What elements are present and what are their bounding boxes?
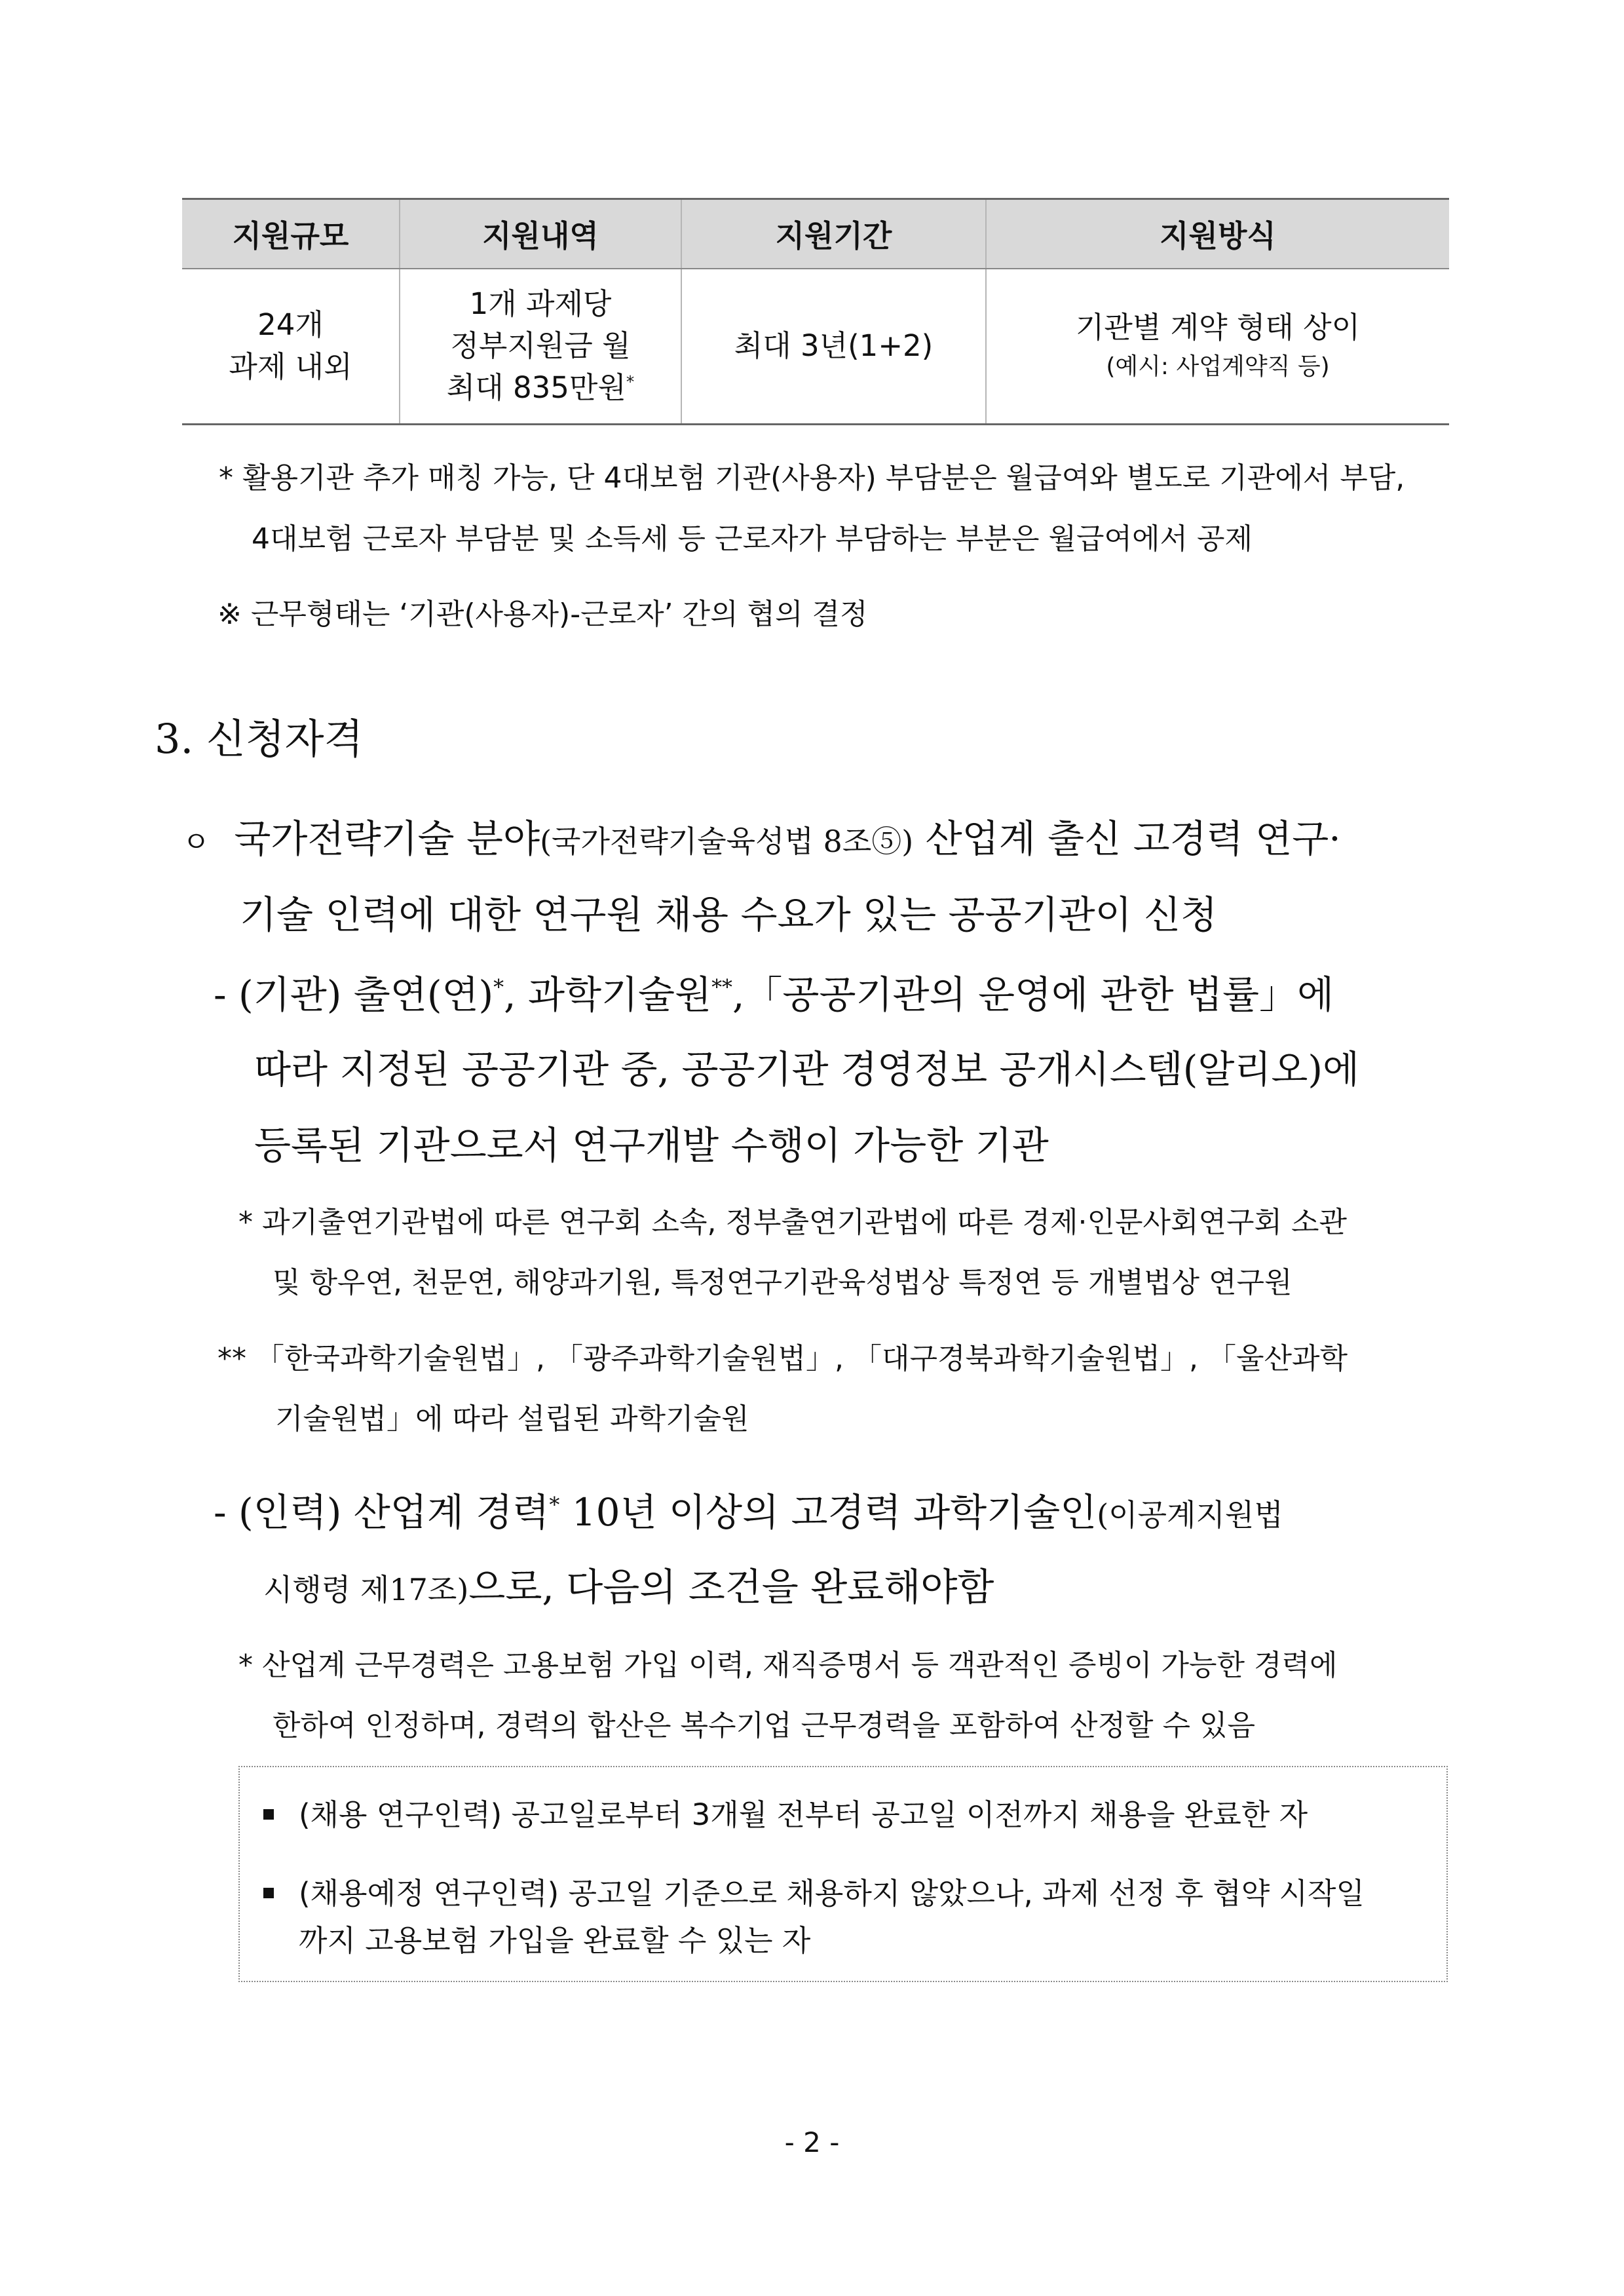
p1-text-b: 산업계 출신 고경력 연구· (913, 816, 1341, 861)
institution-line2: 따라 지정된 공공기관 중, 공공기관 경영정보 공개시스템(알리오)에 (254, 1047, 1360, 1092)
condition-item-2-line1: (채용예정 연구인력) 공고일 기준으로 채용하지 않았으나, 과제 선정 후 협약 시작일 (299, 1876, 1365, 1911)
paragraph-1-line2: 기술 인력에 대한 연구원 채용 수요가 있는 공공기관이 신청 (240, 892, 1218, 937)
hr-mark: * (549, 1492, 560, 1518)
table-header-row (182, 199, 1449, 269)
hr-text-a: - (인력) 산업계 경력 (214, 1490, 550, 1535)
header-period: 지원기간 (681, 199, 986, 269)
inst-note-1-line1: * 과기출연기관법에 따른 연구회 소속, 정부출연기관법에 따른 경제·인문사회연구회 소관 (238, 1206, 1348, 1239)
inst-mark-2: ** (711, 974, 732, 1000)
method-line2: (예시: 사업계약직 등) (1106, 353, 1330, 381)
p1-text-a: 국가전략기술 분야 (234, 816, 540, 861)
detail-line2: 정부지원금 월 (450, 328, 631, 364)
inst-text-a: - (기관) 출연(연) (214, 972, 494, 1017)
section-title: 3. 신청자격 (155, 715, 364, 763)
header-scale: 지원규모 (182, 199, 400, 269)
institution-line1 (214, 957, 1334, 1033)
hr-text-c: 으로, 다음의 조건을 완료해야함 (468, 1565, 994, 1609)
cell-scale (182, 269, 400, 425)
header-method: 지원방식 (986, 199, 1449, 269)
hr-line1 (214, 1474, 1283, 1553)
support-table (182, 198, 1449, 425)
hr-line2 (263, 1549, 994, 1628)
hr-law-ref-1: (이공계지원법 (1097, 1497, 1283, 1533)
inst-note-1-line2: 및 항우연, 천문연, 해양과기원, 특정연구기관육성법상 특정연 등 개별법상 연구원 (273, 1266, 1293, 1299)
method-line1: 기관별 계약 형태 상이 (1075, 310, 1361, 345)
table-row (182, 269, 1449, 425)
scale-line2: 과제 내외 (229, 349, 352, 385)
footnote-mark: * (626, 372, 635, 392)
hr-note-line1: * 산업계 근무경력은 고용보험 가입 이력, 재직증명서 등 객관적인 증빙이 가능한 경력에 (238, 1649, 1338, 1682)
hr-law-ref-2: 시행령 제17조) (263, 1572, 469, 1607)
hr-note-line2: 한하여 인정하며, 경력의 합산은 복수기업 근무경력을 포함하여 산정할 수 있음 (273, 1709, 1255, 1742)
condition-item-1: (채용 연구인력) 공고일로부터 3개월 전부터 공고일 이전까지 채용을 완료한 자 (299, 1797, 1308, 1832)
table-note-1-line2: 4대보험 근로자 부담분 및 소득세 등 근로자가 부담하는 부분은 월급여에서 공제 (252, 522, 1253, 556)
inst-text-c: ,「공공기관의 운영에 관한 법률」에 (732, 972, 1334, 1017)
institution-line3: 등록된 기관으로서 연구개발 수행이 가능한 기관 (254, 1123, 1049, 1168)
page-number: - 2 - (784, 2126, 840, 2158)
paragraph-1-line1 (182, 801, 1341, 881)
table-note-1-line1: * 활용기관 추가 매칭 가능, 단 4대보험 기관(사용자) 부담분은 월급여와 별도로 기관에서 부담, (219, 461, 1405, 495)
cell-period (681, 269, 986, 425)
condition-item-2-line2: 까지 고용보험 가입을 완료할 수 있는 자 (299, 1923, 811, 1958)
scale-line1: 24개 (257, 307, 324, 343)
table-note-2: ※ 근무형태는 ‘기관(사용자)-근로자’ 간의 협의 결정 (217, 598, 868, 631)
cell-detail (400, 269, 681, 425)
p1-law-ref: (국가전략기술육성법 8조⑤) (540, 824, 914, 859)
inst-note-2-line1: ** 「한국과학기술원법」, 「광주과학기술원법」, 「대구경북과학기술원법」, 「울산과학 (217, 1342, 1348, 1375)
detail-line3: 최대 835만원 (446, 370, 626, 406)
detail-line1: 1개 과제당 (469, 286, 612, 322)
inst-text-b: , 과학기술원 (504, 972, 712, 1017)
hr-text-b: 10년 이상의 고경력 과학기술인 (559, 1490, 1097, 1535)
header-detail: 지원내역 (400, 199, 681, 269)
cell-method (986, 269, 1449, 425)
inst-note-2-line2: 기술원법」에 따라 설립된 과학기술원 (275, 1402, 749, 1436)
conditions-box (238, 1766, 1448, 1982)
inst-mark-1: * (493, 974, 504, 1000)
square-bullet-icon (263, 1888, 274, 1898)
square-bullet-icon (263, 1809, 274, 1820)
bullet-circle: ㅇ (182, 826, 210, 859)
period-value: 최대 3년(1+2) (734, 328, 934, 364)
